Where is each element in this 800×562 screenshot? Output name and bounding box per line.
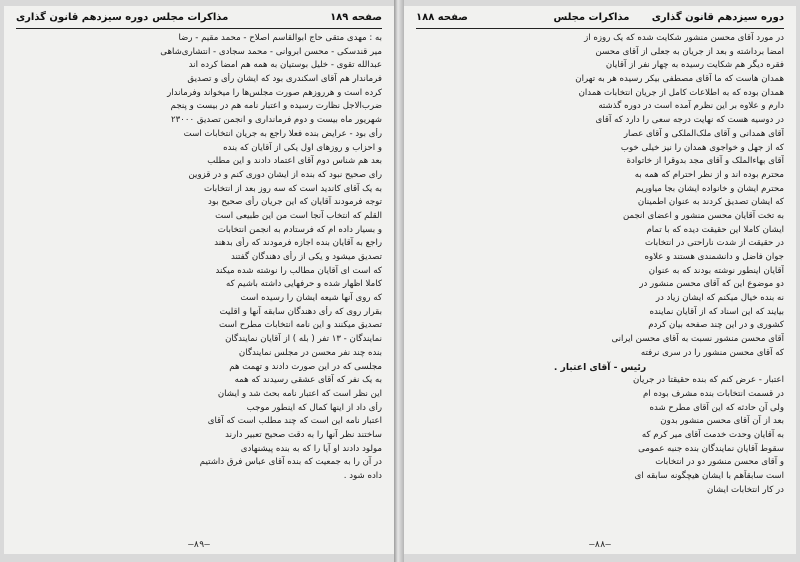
text-line: نه بنده خیال میکنم که ایشان زیاد در — [655, 293, 784, 304]
text-line: راجع به آقایان بنده اجازه فرمودند که رأی بدهند — [214, 238, 382, 249]
left-page-footer: —۸۹— — [188, 540, 210, 550]
text-line: اعتبار - عرض کنم که بنده حقیقتا در جریان — [633, 375, 784, 386]
text-line: ولی آن حادثه که این آقای مطرح شده — [649, 402, 784, 413]
right-page-body — [416, 32, 784, 536]
text-line: بیایند که این اسناد که از آقایان نماینده — [649, 306, 784, 317]
text-line: اعتبار نامه این است که چند مطلب است که آقای — [207, 416, 382, 427]
text-line: ساختند نظر آنها را به دقت صحیح تعبیر دارند — [225, 429, 382, 440]
text-line: که آقای محسن منشور را در سری نرفته — [640, 347, 784, 358]
text-line: مولود دادند او آیا را که به بنده پیشنهادی — [240, 443, 382, 454]
text-line: همدان هاست که ما آقای مصطفی بیکر رسیده هر به تهران — [575, 74, 784, 85]
text-line: القلم که انتخاب آنجا است من این طبیعی است — [215, 210, 382, 221]
left-page-number: صفحه ۱۸۹ — [330, 12, 382, 23]
text-line: رای صحیح نبود که بنده از ایشان دوری کنم و در قزوین — [188, 169, 382, 180]
text-line: آقای بهاء‌الملک و آقای مجد بدوقرا از خاتوادة — [626, 156, 784, 167]
left-page-body — [16, 32, 382, 536]
text-line: که از جهل و خواجوی همدان را نیز خیلی خوب — [620, 142, 784, 153]
text-line: و احزاب و روزهای اول یکی از آقایان که بنده — [223, 142, 382, 153]
text-line: ضرب‌الاجل نظارت رسیده و اعتبار نامه هم در بیست و پنجم — [170, 101, 382, 112]
text-line: تصدیق میشود و یکی از رأی دهندگان گفتند — [230, 252, 382, 262]
text-line: در حقیقت از شدت ناراحتی در انتخابات — [645, 238, 784, 249]
text-line: میر قندسکی - محسن ابروانی - محمد سجادی - انتشاری‌شاهی — [160, 46, 382, 57]
text-line: به یک آقای کاندید است که سه روز بعد از انتخابات — [204, 183, 382, 194]
text-line: نمایندگان - ۱۳ تفر ( بله ) از آقایان نمایندگان — [225, 334, 382, 345]
text-line: بقرار روی که رأی دهندگان سابقه آنها و اقلیت — [219, 306, 382, 317]
right-page — [404, 6, 796, 554]
text-line: بنده چند نفر محسن در مجلس نمایندگان — [238, 347, 382, 358]
text-line: رئیس - آقای اعتبار . — [553, 361, 647, 373]
right-page-header — [416, 12, 784, 29]
text-line: است سابقاًهم با ایشان هیچگونه سابقه ای — [634, 471, 784, 481]
text-line: ایشان کاملا این حقیقت دیده که با تمام — [646, 224, 784, 235]
right-page-number: صفحه ۱۸۸ — [416, 12, 468, 23]
text-line: رأی داد از اینها کمال که اینطور موجب — [246, 402, 382, 413]
text-line: دارم و علاوه بر این نظرم آمده است در دوره گذشته — [598, 101, 784, 112]
text-line: آقای همدانی و آقای ملک‌الملکی و آقای عصار — [623, 128, 784, 139]
text-line: همدان بوده که به اطلاعات کامل از جریان انتخابات همدان — [578, 87, 784, 98]
text-line: در قسمت انتخابات بنده مشرف بوده ام — [643, 388, 784, 399]
text-line: داده شود . — [343, 471, 382, 481]
text-line: به تخت آقایان محسن منشور و اعضای انجمن — [622, 210, 784, 221]
text-line: آقایان اینطور نوشته بودند که به عنوان — [648, 265, 784, 276]
text-line: فرماندار هم آقای اسکندری بود که ایشان رأی و تصدیق — [187, 74, 382, 85]
text-line: کاملا اظهار شده و حرفهایی داشته باشیم که — [225, 279, 382, 290]
text-line: در کار انتخابات ایشان — [706, 484, 784, 495]
right-page-footer: —۸۸— — [589, 540, 611, 550]
text-line: فقره دیگر هم شکایت رسیده به چهار نفر از آقایان — [605, 60, 784, 71]
right-page-outer-title: دوره سیزدهم قانون گذاری — [651, 12, 784, 23]
text-line: رأی بود - عرایض بنده فعلا راجع به جریان انتخابات است — [183, 128, 382, 139]
text-line: شهریور ماه بیست و دوم فرمانداری و انجمن تصدیق ۲۳۰۰۰ — [171, 115, 382, 126]
text-line: جوان فاضل و دانشمندی هستند و علاوه — [644, 252, 784, 262]
left-page-header — [16, 12, 382, 29]
left-page-outer-title: دوره سیزدهم قانون گذاری — [16, 12, 149, 23]
left-page-center-title: مذاکرات مجلس — [152, 12, 229, 23]
text-line: تصدیق میکنند و این نامه انتخابات مطرح است — [219, 320, 382, 331]
text-line: و آقای محسن منشور دو در انتخابات — [655, 457, 784, 468]
text-line: امضا برداشته و بعد از جریان به جعلی از آقای محسن — [595, 46, 784, 57]
text-line: که روی آنها شیعه ایشان را رسیده است — [240, 293, 382, 304]
text-line: بعد هم شناس دوم آقای اعتماد دادند و این مطلب — [207, 156, 382, 167]
text-line: توجه فرمودند آقایان که این جریان رأی صحیح بود — [208, 197, 382, 208]
text-line: آقای محسن منشور نسبت به آقای محسن ایرانی — [611, 334, 784, 345]
text-line: عبدالله تقوی - خلیل بوستیان به همه هم امضا کرده اند — [188, 60, 382, 71]
text-line: در آن را به جمعیت که بنده آقای عباس فرق داشتیم — [199, 457, 382, 468]
text-line: در مورد آقای محسن منشور شکایت شده که یک روزه از — [584, 33, 784, 43]
text-line: به آقایان وحدت خدمت آقای میر کرم که — [641, 429, 784, 440]
text-line: که است ای آقایان مطالب را نوشته شده میکند — [215, 265, 382, 276]
text-line: و بسیار داده ام که فرستادم به انجمن انتخابات — [217, 224, 382, 235]
text-line: محترم بوده اند و از نظر احترام که همه به — [634, 169, 784, 180]
text-line: کرده است و هرروزهم صورت مجلس‌ها را میخواند وفرماندار — [167, 87, 382, 98]
text-line: مجلسی که در این صورت دادند و تهمت هم — [229, 361, 382, 372]
book-gutter — [394, 0, 404, 562]
right-page-center-title: مذاکرات مجلس — [553, 12, 630, 23]
text-line: که ایشان تصدیق کردند به عنوان اطمینان — [637, 197, 784, 208]
text-line: بعد از آن آقای محسن منشور بدون — [660, 416, 784, 427]
text-line: در دوسیه هست که نهایت درجه سعی را دارد که آقای — [595, 115, 784, 126]
text-line: محترم ایشان و خانواده ایشان بجا میاوریم — [635, 183, 784, 194]
left-page — [4, 6, 394, 554]
text-line: کشوری و در این چند صفحه بیان کردم — [648, 320, 784, 331]
text-line: به یک نفر که آقای عشقی رسیدند که همه — [234, 375, 382, 386]
text-line: به : مهدی متقی حاج ابوالقاسم اصلاح - محمد مقیم - رضا — [178, 33, 382, 43]
text-line: دو موضوع این که آقای محسن منشور در — [639, 279, 784, 290]
text-line: این نظر است که اعتبار نامه بحث شد و ایشان — [217, 388, 382, 399]
text-line: سقوط آقایان نمایندگان بنده جنبه عمومی — [638, 443, 784, 454]
